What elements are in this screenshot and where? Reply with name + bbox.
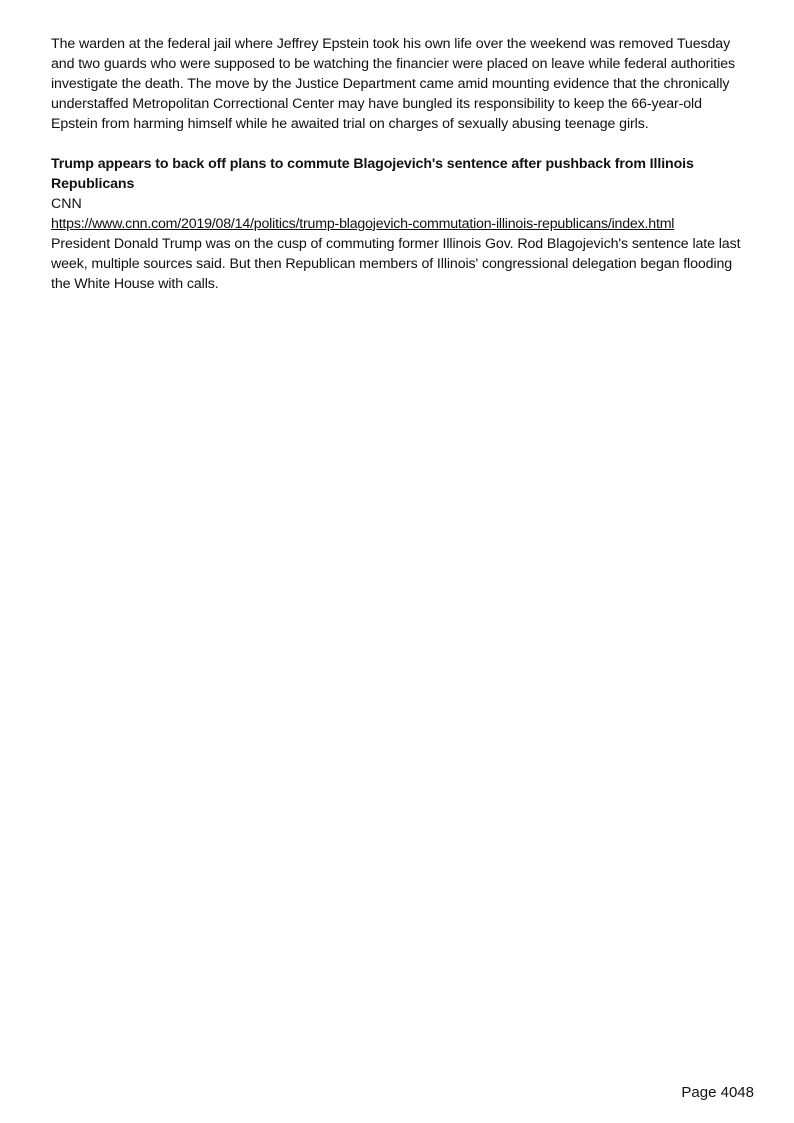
article-headline: Trump appears to back off plans to commute Blagojevich's sentence after pushback from Illinois Republicans xyxy=(51,156,694,192)
page-number: Page 4048 xyxy=(681,1084,754,1101)
article-url-link[interactable]: https://www.cnn.com/2019/08/14/politics/trump-blagojevich-commutation-illinois-republicans/index.html xyxy=(51,216,675,232)
article-body: President Donald Trump was on the cusp of commuting former Illinois Gov. Rod Blagojevich's sentence late last week, multiple sources said. But then Republican members of Illinois' congressional delegation began flooding the White House with calls. xyxy=(51,236,741,292)
article-separator xyxy=(51,134,751,154)
article-body: The warden at the federal jail where Jeffrey Epstein took his own life over the weekend was removed Tuesday and two guards who were supposed to be watching the financier were placed on leave while federal authorities investigate the death. The move by the Justice Department came amid mounting evidence that the chronically understaffed Metropolitan Correctional Center may have bungled its responsibility to keep the 66-year-old Epstein from harming himself while he awaited trial on charges of sexually abusing teenage girls. xyxy=(51,36,736,132)
document-page xyxy=(51,34,751,294)
article-source: CNN xyxy=(51,196,82,212)
